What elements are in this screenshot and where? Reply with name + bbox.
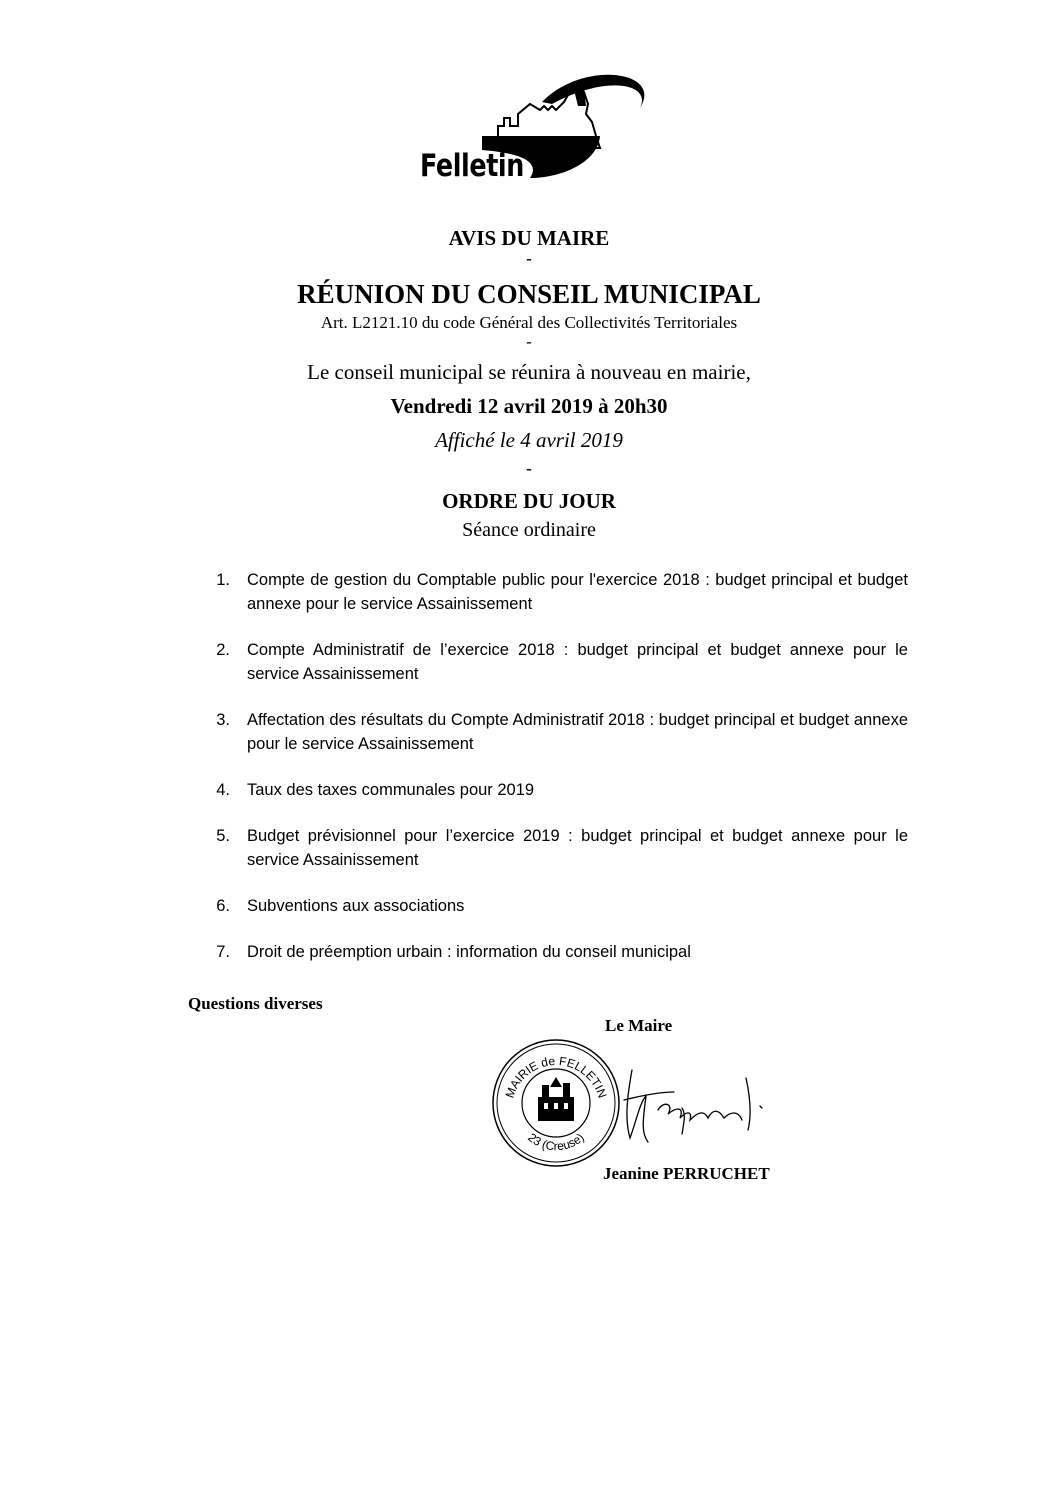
agenda-item-text: Droit de préemption urbain : information du conseil municipal: [247, 943, 691, 961]
agenda-item-number: 7.: [216, 943, 230, 961]
agenda-item: [206, 940, 908, 964]
agenda-item: [206, 824, 908, 872]
separator: -: [526, 332, 532, 351]
notice-title: AVIS DU MAIRE: [448, 226, 610, 250]
questions-diverses: Questions diverses: [188, 994, 323, 1013]
mairie-stamp-icon: [490, 1037, 622, 1169]
agenda-item-number: 2.: [216, 641, 230, 659]
signatory-title: Le Maire: [605, 1016, 673, 1035]
agenda-list: [206, 568, 908, 964]
agenda-item-text: Affectation des résultats du Compte Administratif 2018 : budget principal et budget annexe pour le service Assainissement: [247, 711, 908, 753]
agenda-item-number: 4.: [216, 781, 230, 799]
agenda-item-number: 3.: [216, 711, 230, 729]
agenda-item: [206, 894, 908, 918]
separator: -: [526, 249, 532, 268]
logo-wordmark: Felletin: [420, 148, 524, 184]
agenda-item: [206, 638, 908, 686]
posted-date: Affiché le 4 avril 2019: [435, 428, 623, 452]
agenda-item-text: Compte de gestion du Comptable public pour l'exercice 2018 : budget principal et budget annexe pour le service Assainissement: [247, 571, 908, 613]
agenda-title: ORDRE DU JOUR: [442, 489, 616, 513]
agenda-item-text: Taux des taxes communales pour 2019: [247, 781, 535, 799]
session-type: Séance ordinaire: [462, 519, 596, 541]
svg-text:23 (Creuse): 23 (Creuse): [525, 1130, 587, 1154]
signatory-name: Jeanine PERRUCHET: [603, 1164, 770, 1183]
meeting-date: Vendredi 12 avril 2019 à 20h30: [390, 394, 668, 418]
svg-text:MAIRIE de FELLETIN: MAIRIE de FELLETIN: [502, 1053, 610, 1100]
agenda-item-number: 1.: [216, 571, 230, 589]
agenda-item-number: 6.: [216, 897, 230, 915]
intro-text: Le conseil municipal se réunira à nouveau en mairie,: [307, 360, 751, 384]
agenda-item: [206, 568, 908, 616]
signature-icon: [618, 1062, 778, 1154]
agenda-item: [206, 708, 908, 756]
agenda-item-text: Compte Administratif de l’exercice 2018 : budget principal et budget annexe pour le service Assainissement: [247, 641, 908, 683]
agenda-item-text: Subventions aux associations: [247, 897, 465, 915]
meeting-title: RÉUNION DU CONSEIL MUNICIPAL: [297, 279, 761, 309]
agenda-item-number: 5.: [216, 827, 230, 845]
agenda-item: [206, 778, 908, 802]
agenda-item-text: Budget prévisionnel pour l’exercice 2019 : budget principal et budget annexe pour le service Assainissement: [247, 827, 908, 869]
separator: -: [526, 459, 532, 478]
legal-reference: Art. L2121.10 du code Général des Collectivités Territoriales: [320, 313, 738, 332]
